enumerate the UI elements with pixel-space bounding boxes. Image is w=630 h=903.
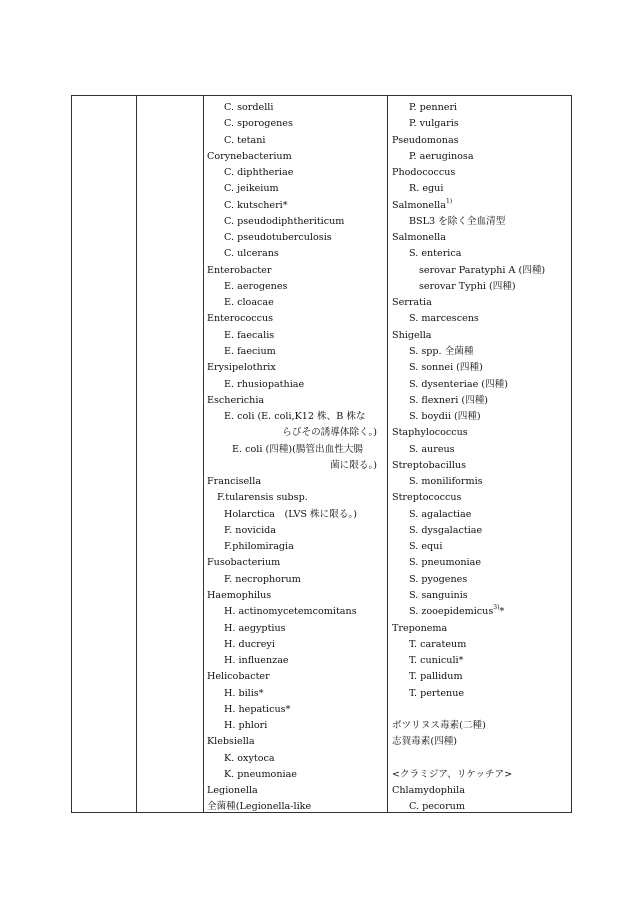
table-row bbox=[207, 458, 383, 474]
table-row bbox=[392, 133, 570, 149]
table-row bbox=[207, 539, 383, 555]
row-text: C. diphtheriae bbox=[224, 167, 294, 179]
column-divider-3 bbox=[387, 96, 388, 812]
table-row bbox=[392, 637, 570, 653]
table-row bbox=[207, 133, 383, 149]
row-text: H. ducreyi bbox=[224, 638, 275, 650]
row-text: C. tetani bbox=[224, 134, 266, 146]
row-text: E. coli (四種)(腸管出血性大腸 bbox=[232, 443, 364, 455]
table-row bbox=[392, 474, 570, 490]
row-text: S. sonnei (四種) bbox=[409, 362, 483, 374]
row-text: 志賀毒素(四種) bbox=[392, 736, 458, 748]
table-row bbox=[207, 149, 383, 165]
row-text: S. spp. 全菌種 bbox=[409, 345, 474, 357]
table-row bbox=[392, 783, 570, 799]
row-text: S. agalactiae bbox=[409, 508, 472, 520]
row-text: Holarctica (LVS 株に限る。) bbox=[224, 508, 357, 520]
footnote-marker: 3) bbox=[493, 604, 500, 612]
table-row bbox=[207, 214, 383, 230]
table-row bbox=[392, 116, 570, 132]
table-row bbox=[392, 523, 570, 539]
row-text: E. rhusiopathiae bbox=[224, 378, 305, 390]
row-text: Chlamydophila bbox=[392, 785, 465, 797]
table-row bbox=[207, 734, 383, 750]
table-row bbox=[392, 539, 570, 555]
row-text: Streptococcus bbox=[392, 492, 462, 504]
row-text: T. carateum bbox=[409, 638, 467, 650]
table-row bbox=[392, 751, 570, 767]
row-text: <クラミジア、リケッチア> bbox=[392, 768, 513, 780]
table-row bbox=[207, 311, 383, 327]
table-row bbox=[392, 734, 570, 750]
asterisk-marker: * bbox=[499, 606, 505, 618]
table-row bbox=[392, 604, 570, 620]
row-text: Salmonella bbox=[392, 199, 446, 211]
table-row bbox=[392, 507, 570, 523]
row-text: E. faecalis bbox=[224, 329, 275, 341]
row-text: Corynebacterium bbox=[207, 150, 292, 162]
organism-table bbox=[71, 95, 572, 813]
row-text: 全菌種(Legionella-like bbox=[207, 801, 312, 813]
row-text: S. pneumoniae bbox=[409, 557, 482, 569]
table-row bbox=[207, 572, 383, 588]
row-text: P. aeruginosa bbox=[409, 150, 474, 162]
row-text: H. phlori bbox=[224, 720, 268, 732]
table-row bbox=[392, 165, 570, 181]
row-text: Helicobacter bbox=[207, 671, 270, 683]
table-row bbox=[392, 442, 570, 458]
table-row bbox=[392, 263, 570, 279]
table-row bbox=[392, 295, 570, 311]
table-row bbox=[207, 783, 383, 799]
table-row bbox=[207, 588, 383, 604]
row-text: Pseudomonas bbox=[392, 134, 459, 146]
table-row bbox=[392, 377, 570, 393]
row-text: T. pallidum bbox=[409, 671, 463, 683]
table-row bbox=[207, 490, 383, 506]
table-row bbox=[207, 442, 383, 458]
row-text: serovar Typhi (四種) bbox=[419, 280, 516, 292]
row-text: Phodococcus bbox=[392, 167, 456, 179]
table-row bbox=[392, 767, 570, 783]
table-row bbox=[207, 295, 383, 311]
row-text: H. actinomycetemcomitans bbox=[224, 606, 357, 618]
table-row bbox=[207, 116, 383, 132]
row-text: S. moniliformis bbox=[409, 476, 483, 488]
table-row bbox=[392, 425, 570, 441]
row-text: Treponema bbox=[392, 622, 448, 634]
row-text: E. aerogenes bbox=[224, 280, 288, 292]
table-row bbox=[207, 637, 383, 653]
row-text: S. dysenteriae (四種) bbox=[409, 378, 508, 390]
table-row bbox=[392, 328, 570, 344]
row-text: C. pseudodiphtheriticum bbox=[224, 215, 345, 227]
right-organism-column bbox=[392, 100, 570, 816]
table-row bbox=[207, 279, 383, 295]
table-row bbox=[392, 393, 570, 409]
table-row bbox=[392, 214, 570, 230]
table-row bbox=[392, 799, 570, 815]
row-text: 菌に限る。) bbox=[330, 459, 377, 471]
table-row bbox=[392, 279, 570, 295]
table-row bbox=[207, 751, 383, 767]
table-row bbox=[392, 621, 570, 637]
table-row bbox=[392, 230, 570, 246]
table-row bbox=[392, 686, 570, 702]
table-row bbox=[207, 621, 383, 637]
row-text: C. jeikeium bbox=[224, 183, 279, 195]
row-text: H. bilis* bbox=[224, 687, 264, 699]
table-row bbox=[207, 507, 383, 523]
row-text: E. faecium bbox=[224, 345, 276, 357]
row-text: E. cloacae bbox=[224, 297, 274, 309]
table-row bbox=[392, 669, 570, 685]
column-divider-2 bbox=[203, 96, 204, 812]
row-text: Francisella bbox=[207, 476, 262, 488]
table-row bbox=[392, 198, 570, 214]
row-text: Fusobacterium bbox=[207, 557, 281, 569]
table-row bbox=[207, 246, 383, 262]
table-row bbox=[207, 198, 383, 214]
table-row bbox=[207, 604, 383, 620]
row-text: F.tularensis subsp. bbox=[217, 492, 308, 504]
row-text: T. cuniculi* bbox=[409, 655, 464, 667]
table-row bbox=[207, 100, 383, 116]
row-text: Enterococcus bbox=[207, 313, 274, 325]
footnote-marker: 1) bbox=[445, 197, 453, 205]
row-text: Erysipelothrix bbox=[207, 362, 276, 374]
row-text: Haemophilus bbox=[207, 589, 272, 601]
table-row bbox=[392, 572, 570, 588]
table-row bbox=[207, 377, 383, 393]
row-text: C. sordelli bbox=[224, 102, 274, 113]
row-text: Legionella bbox=[207, 785, 258, 797]
row-text: F.philomiragia bbox=[224, 541, 294, 553]
row-text: S. boydii (四種) bbox=[409, 411, 481, 423]
row-text: S. aureus bbox=[409, 443, 455, 455]
row-text: S. marcescens bbox=[409, 313, 479, 325]
row-text: F. necrophorum bbox=[224, 573, 301, 585]
row-text: R. egui bbox=[409, 183, 444, 195]
row-text: S. equi bbox=[409, 541, 443, 553]
row-text: S. pyogenes bbox=[409, 573, 468, 585]
table-row bbox=[207, 425, 383, 441]
table-row bbox=[207, 181, 383, 197]
table-row bbox=[207, 393, 383, 409]
row-text: C. ulcerans bbox=[224, 248, 279, 260]
table-row bbox=[392, 588, 570, 604]
row-text: S. enterica bbox=[409, 248, 462, 260]
table-row bbox=[207, 767, 383, 783]
row-text: S. dysgalactiae bbox=[409, 524, 483, 536]
row-text: Streptobacillus bbox=[392, 459, 467, 471]
table-row bbox=[207, 474, 383, 490]
table-row bbox=[392, 702, 570, 718]
row-text: C. kutscheri* bbox=[224, 199, 288, 211]
table-row bbox=[207, 230, 383, 246]
row-text: C. pseudotuberculosis bbox=[224, 232, 332, 244]
row-text: C. pecorum bbox=[409, 801, 465, 813]
table-row bbox=[392, 181, 570, 197]
table-row bbox=[392, 344, 570, 360]
table-row bbox=[207, 653, 383, 669]
left-organism-column bbox=[207, 100, 383, 816]
table-row bbox=[207, 263, 383, 279]
row-text: H. aegyptius bbox=[224, 622, 286, 634]
row-text: E. coli (E. coli,K12 株、B 株な bbox=[224, 411, 366, 423]
table-row bbox=[392, 149, 570, 165]
row-text: BSL3 を除く全血清型 bbox=[409, 215, 506, 227]
table-row bbox=[392, 360, 570, 376]
row-text: Staphylococcus bbox=[392, 427, 468, 439]
row-text: Enterobacter bbox=[207, 264, 272, 276]
table-row bbox=[392, 458, 570, 474]
row-text: serovar Paratyphi A (四種) bbox=[419, 264, 546, 276]
table-row bbox=[207, 328, 383, 344]
row-text: F. novicida bbox=[224, 524, 277, 536]
column-divider-1 bbox=[136, 96, 137, 812]
row-text: ボツリヌス毒素(二種) bbox=[392, 720, 486, 732]
row-text: P. penneri bbox=[409, 102, 458, 113]
table-row bbox=[207, 165, 383, 181]
table-row bbox=[207, 702, 383, 718]
row-text: H. hepaticus* bbox=[224, 703, 291, 715]
table-row bbox=[392, 311, 570, 327]
table-row bbox=[207, 344, 383, 360]
table-row bbox=[392, 718, 570, 734]
table-row bbox=[207, 555, 383, 571]
row-text: C. sporogenes bbox=[224, 118, 293, 130]
table-row bbox=[392, 100, 570, 116]
table-row bbox=[207, 523, 383, 539]
table-row bbox=[207, 799, 383, 815]
row-text: Escherichia bbox=[207, 394, 265, 406]
row-text: らびその誘導体除く。) bbox=[282, 427, 377, 439]
table-row bbox=[392, 490, 570, 506]
table-row bbox=[207, 718, 383, 734]
row-text: Shigella bbox=[392, 329, 432, 341]
row-text: S. sanguinis bbox=[409, 589, 468, 601]
row-text: S. flexneri (四種) bbox=[409, 394, 489, 406]
table-row bbox=[207, 409, 383, 425]
table-row bbox=[207, 360, 383, 376]
table-row bbox=[392, 246, 570, 262]
table-row bbox=[392, 653, 570, 669]
table-row bbox=[392, 409, 570, 425]
table-row bbox=[392, 555, 570, 571]
table-row bbox=[207, 686, 383, 702]
row-text: K. oxytoca bbox=[224, 752, 275, 764]
row-text: H. influenzae bbox=[224, 655, 289, 667]
row-text: Salmonella bbox=[392, 232, 446, 244]
table-row bbox=[207, 669, 383, 685]
row-text: Klebsiella bbox=[207, 736, 255, 748]
row-text: Serratia bbox=[392, 297, 432, 309]
row-text: P. vulgaris bbox=[409, 118, 459, 130]
row-text: S. zooepidemicus bbox=[409, 606, 494, 618]
row-text: K. pneumoniae bbox=[224, 768, 297, 780]
row-text: T. pertenue bbox=[409, 687, 465, 699]
